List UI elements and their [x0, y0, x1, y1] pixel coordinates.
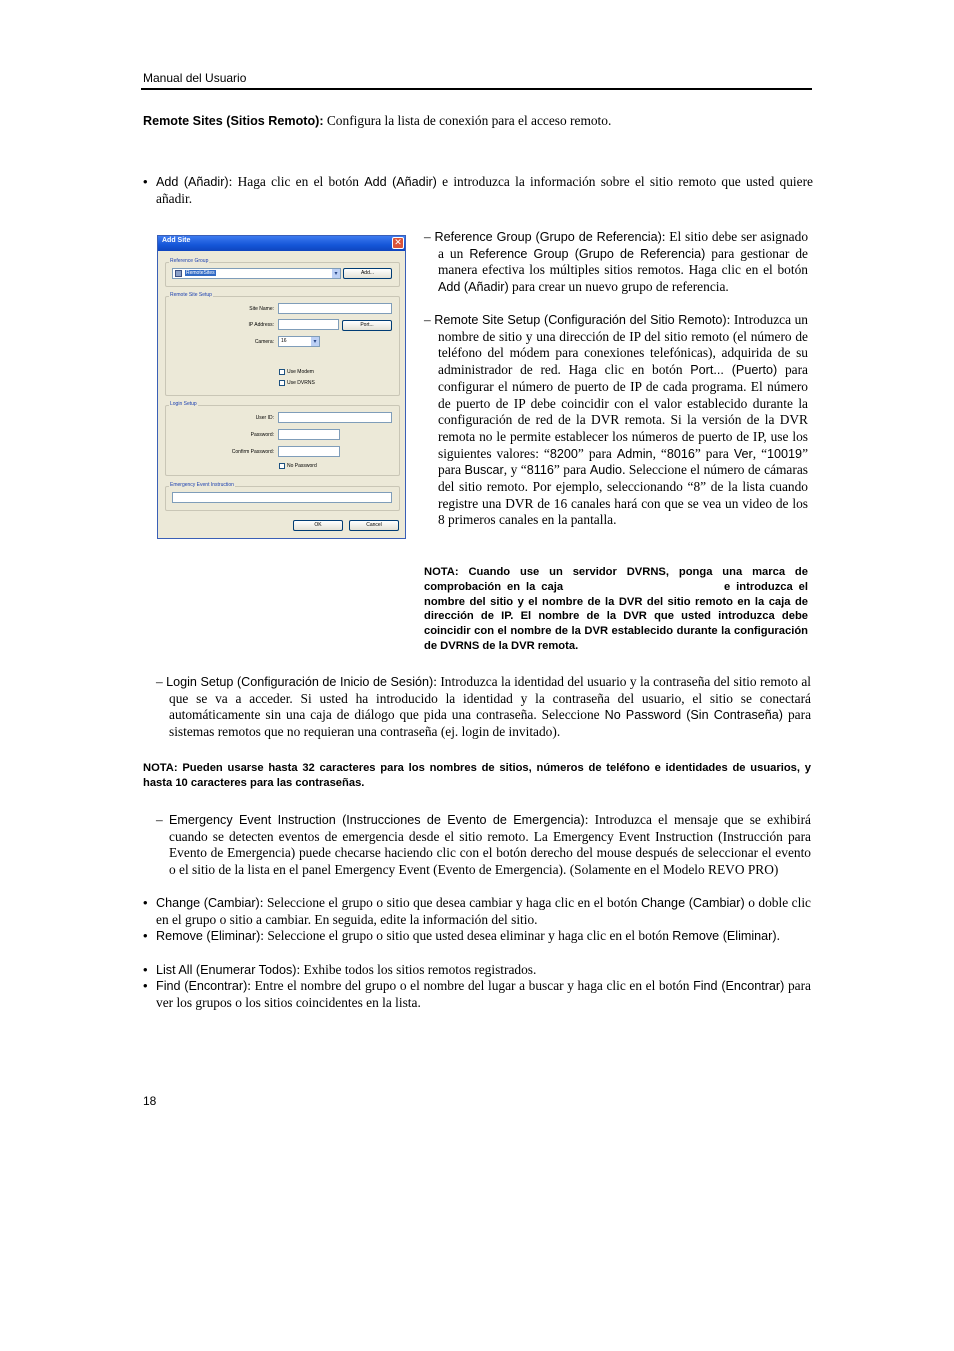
rs-text-2: para configurar el número de puerto de IP de cada programa. El número de puerto de IP debe coincidir con el valor establecido durante la configuración de red de la DVR remota. Si la versión de la DVR remota no le permite establecer los números de puerto de IP, use los siguientes valores: “ — [438, 362, 808, 461]
remove-paragraph — [156, 928, 811, 945]
remove-button-ref: Remove (Eliminar) — [672, 929, 777, 943]
password-input[interactable] — [278, 429, 340, 440]
change-term: Change (Cambiar) — [156, 896, 260, 910]
reference-group-term: Reference Group (Grupo de Referencia) — [434, 230, 662, 244]
program-buscar: Buscar — [464, 463, 504, 478]
intro-title: Remote Sites (Sitios Remoto): — [143, 114, 324, 128]
dash: – — [156, 674, 167, 689]
ref-text-2: para gestionar de manera efectiva los múltiples sitios remotos. Haga clic en el botón — [438, 245, 809, 278]
reference-group-select[interactable] — [172, 268, 341, 279]
dialog-title: Add Site — [162, 237, 191, 244]
ip-address-label: IP Address: — [248, 322, 274, 328]
cancel-button[interactable]: Cancel — [349, 520, 399, 531]
bullet-find: • — [143, 978, 148, 993]
bullet-add: • — [143, 174, 148, 189]
change-paragraph — [156, 895, 811, 928]
intro-text: Configura la lista de conexión para el acceso remoto. — [323, 113, 612, 128]
use-modem-checkbox[interactable] — [279, 369, 285, 375]
login-text-1: : Introduzca la identidad del usuario y la contraseña del sitio remoto al que se va a acceder. Si usted ha introducido la identidad y la contraseña del usuario, el sitio se conectará automáticamente sin una caja de diálogo que pida una contraseña. Seleccione — [169, 674, 811, 723]
change-text-1: : Seleccione el grupo o sitio que desea cambiar y haga clic en el botón — [259, 895, 641, 910]
password-label: Password: — [250, 432, 274, 438]
chevron-down-icon[interactable]: ▾ — [311, 337, 319, 346]
login-text-2: para sistemas remotos que no requieran una contraseña (ej. login de invitado). — [169, 707, 812, 740]
no-password-checkbox[interactable] — [279, 463, 285, 469]
running-header: Manual del Usuario — [143, 71, 247, 85]
dialog-titlebar — [158, 236, 405, 251]
program-admin: Admin — [616, 446, 653, 461]
remove-text-2: . — [776, 928, 780, 943]
remote-site-setup-paragraph — [424, 312, 808, 529]
header-rule — [141, 88, 812, 90]
change-button-ref: Change (Cambiar) — [640, 896, 745, 910]
no-password-label: No Password — [287, 463, 317, 469]
login-setup-term: Login Setup (Configuración de Inicio de Sesión) — [166, 675, 434, 689]
add-text-1: : Haga clic en el botón — [228, 174, 365, 189]
camera-label: Camera: — [254, 339, 274, 345]
port-value-ver: 8016 — [666, 446, 695, 461]
port-value-admin: 8200 — [549, 446, 578, 461]
rs-text-9: ” para — [553, 462, 590, 478]
add-site-dialog — [157, 235, 406, 539]
emergency-label: Emergency Event Instruction — [170, 482, 234, 488]
remove-term: Remove (Eliminar) — [156, 929, 261, 943]
rs-text-10: . Seleccione el número de cámaras del sitio remoto. Por ejemplo, seleccionando “8” de la lista cuando registre una DVR de 16 canales hará con que se vea un video de los 8 primeros canales en la pantalla. — [438, 462, 808, 528]
find-text-2: para ver los grupos o los sitios coincidentes en la lista. — [156, 978, 811, 1010]
chevron-down-icon[interactable]: ▾ — [332, 269, 340, 278]
user-id-label: User ID: — [255, 415, 274, 421]
list-all-text-1: : Exhibe todos los sitios remotos registrados. — [296, 962, 537, 977]
rs-text-1: : Introduzca un nombre de sitio y una dirección de IP del sitio remoto (el número de teléfono del módem para conexiones telefónicas), adquirida de su administrador de red. Haga clic en botón — [438, 312, 808, 378]
emergency-term: Emergency Event Instruction (Instrucciones de Evento de Emergencia) — [168, 813, 585, 827]
rs-text-3: ” para — [577, 445, 617, 461]
note-character-limits: NOTA: Pueden usarse hasta 32 caracteres para los nombres de sitios, números de teléfono e identidades de usuarios, y hasta 10 caracteres para las contraseñas. — [143, 762, 811, 789]
add-text-2: e introduzca la información sobre el sitio remoto que usted quiere añadir. — [156, 174, 813, 206]
emergency-input[interactable] — [172, 492, 392, 503]
add-paragraph — [156, 174, 813, 207]
user-id-input[interactable] — [278, 412, 392, 423]
reference-group-label: Reference Group — [170, 258, 209, 264]
port-value-buscar: 10019 — [767, 446, 803, 461]
add-button-ref: Add (Añadir) — [364, 175, 437, 189]
rs-text-5: ” para — [694, 445, 734, 461]
use-modem-label: Use Modem — [287, 369, 314, 375]
add-button[interactable]: Add... — [343, 268, 392, 279]
list-all-paragraph — [156, 962, 811, 979]
rs-text-4: , “ — [652, 445, 667, 461]
bullet-list-all: • — [143, 962, 148, 977]
login-setup-paragraph — [156, 674, 811, 741]
close-icon[interactable]: ✕ — [392, 237, 404, 249]
remove-text-1: : Seleccione el grupo o sitio que usted desea eliminar y haga clic en el botón — [260, 928, 673, 943]
reference-group-paragraph — [424, 229, 808, 296]
confirm-password-label: Confirm Password: — [231, 449, 274, 455]
dash: – — [424, 229, 435, 244]
bullet-change: • — [143, 895, 148, 910]
use-dvrns-checkbox[interactable] — [279, 380, 285, 386]
camera-value: 16 — [281, 338, 287, 344]
intro-paragraph — [143, 113, 813, 130]
ref-text-3: para crear un nuevo grupo de referencia. — [508, 279, 729, 295]
ok-button[interactable]: OK — [293, 520, 343, 531]
ref-text-1: : El sitio debe ser asignado a un — [438, 229, 809, 261]
change-text-2: o doble clic en el grupo o sitio a cambiar. En seguida, edite la información del sitio. — [156, 895, 811, 927]
program-audio: Audio — [589, 463, 623, 478]
camera-select[interactable] — [278, 336, 320, 347]
remote-site-setup-term: Remote Site Setup (Configuración del Sitio Remoto) — [434, 313, 727, 327]
find-term: Find (Encontrar) — [156, 979, 248, 993]
note1-text-1: NOTA: Cuando use un servidor DVRNS, ponga una marca de comprobación en la caja — [424, 566, 808, 593]
site-name-label: Site Name: — [249, 306, 274, 312]
find-button-ref: Find (Encontrar) — [693, 979, 785, 993]
rs-text-8: , y “ — [503, 462, 527, 478]
page-number: 18 — [143, 1094, 157, 1108]
confirm-password-input[interactable] — [278, 446, 340, 457]
port-value-audio: 8116 — [526, 463, 554, 478]
dash: – — [424, 312, 435, 327]
bullet-remove: • — [143, 928, 148, 943]
add-button-ref-2: Add (Añadir) — [438, 280, 509, 295]
find-text-1: : Entre el nombre del grupo o el nombre del lugar a buscar y haga clic en el botón — [247, 978, 694, 993]
dash: – — [156, 812, 169, 827]
no-password-ref: No Password (Sin Contraseña) — [604, 708, 784, 723]
reference-group-value: RemoteSites — [186, 270, 215, 276]
add-label: Add (Añadir) — [156, 175, 229, 189]
reference-group-term-2: Reference Group (Grupo de Referencia) — [469, 246, 706, 261]
program-ver: Ver — [733, 446, 753, 461]
rs-text-6: , “ — [752, 445, 768, 461]
port-button-ref: Port... (Puerto) — [690, 363, 778, 378]
emergency-paragraph — [156, 812, 811, 879]
note1-text-2: e introduzca el nombre del sitio y el nombre de la DVR del sitio remoto en la caja de dirección de IP. El nombre de la DVR que usted introduzca debe coincidir con el nombre de la DVR establecido durante la configuración de DVRNS de la DVR remota. — [424, 580, 809, 652]
find-paragraph — [156, 978, 811, 1011]
port-button[interactable]: Port... — [342, 320, 392, 331]
ip-address-input[interactable] — [278, 319, 339, 330]
use-dvrns-label: Use DVRNS — [287, 380, 315, 386]
remote-site-setup-label: Remote Site Setup — [170, 292, 212, 298]
site-name-input[interactable] — [278, 303, 392, 314]
emergency-text-1: : Introduzca el mensaje que se exhibirá cuando se detecten eventos de emergencia desde el sitio remoto. La Emergency Event Instruction (Instrucción para Evento de Emergencia) puede checarse haciendo clic con el botón derecho del mouse después de seleccionar el evento o el sitio de la lista en el panel Emergency Event (Evento de Emergencia). (Solamente en el Modelo REVO PRO) — [169, 812, 811, 878]
rs-text-7: ” para — [438, 445, 809, 478]
login-setup-label: Login Setup — [170, 401, 197, 407]
folder-icon — [175, 270, 182, 277]
list-all-term: List All (Enumerar Todos) — [156, 963, 297, 977]
note-dvrns — [424, 565, 808, 654]
